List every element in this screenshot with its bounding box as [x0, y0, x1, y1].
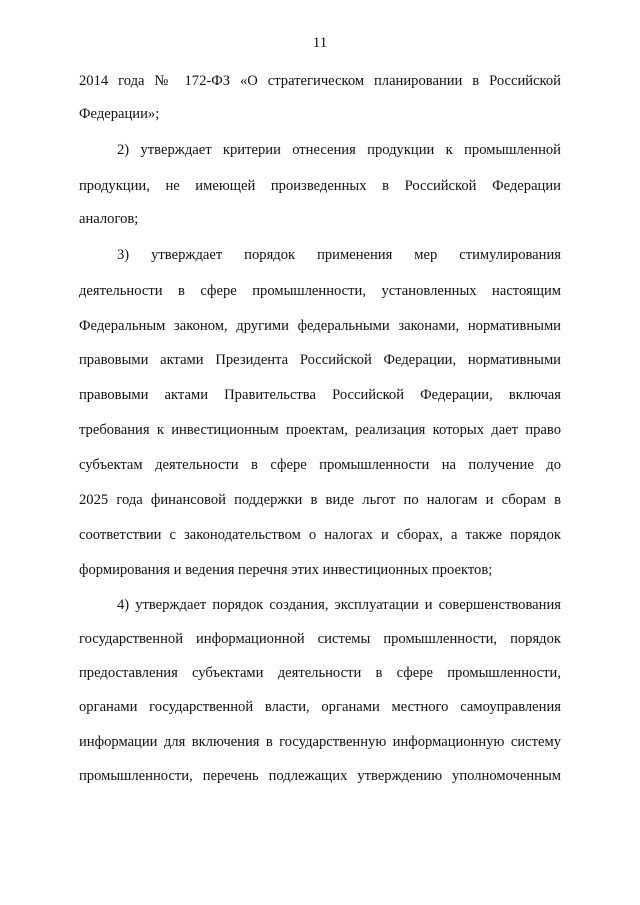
text-line: 2014 года № 172-ФЗ «О стратегическом планировании в Российской [79, 73, 561, 89]
text-line: Федеральным законом, другими федеральными законами, нормативными [79, 318, 561, 334]
text-line: соответствии с законодательством о налогах и сборах, а также порядок [79, 527, 561, 543]
page-number: 11 [312, 35, 328, 51]
text-line: деятельности в сфере промышленности, установленных настоящим [79, 283, 561, 299]
text-line: 3) утверждает порядок применения мер стимулирования [117, 247, 561, 263]
text-line: промышленности, перечень подлежащих утверждению уполномоченным [79, 768, 561, 784]
text-line: государственной информационной системы промышленности, порядок [79, 631, 561, 647]
text-line: аналогов; [79, 211, 139, 227]
text-line: требования к инвестиционным проектам, реализация которых дает право [79, 422, 561, 438]
text-line: 2025 года финансовой поддержки в виде льгот по налогам и сборам в [79, 492, 561, 508]
text-line: 2) утверждает критерии отнесения продукции к промышленной [117, 142, 561, 158]
text-line: формирования и ведения перечня этих инвестиционных проектов; [79, 562, 493, 578]
text-line: органами государственной власти, органами местного самоуправления [79, 699, 561, 715]
text-line: субъектам деятельности в сфере промышленности на получение до [79, 457, 561, 473]
text-line: продукции, не имеющей произведенных в Российской Федерации [79, 178, 561, 194]
text-line: предоставления субъектами деятельности в сфере промышленности, [79, 665, 561, 681]
text-line: правовыми актами Президента Российской Федерации, нормативными [79, 352, 561, 368]
text-line: 4) утверждает порядок создания, эксплуатации и совершенствования [117, 597, 561, 613]
text-line: информации для включения в государственную информационную систему [79, 734, 561, 750]
text-line: правовыми актами Правительства Российской Федерации, включая [79, 387, 561, 403]
text-line: Федерации»; [79, 106, 160, 122]
